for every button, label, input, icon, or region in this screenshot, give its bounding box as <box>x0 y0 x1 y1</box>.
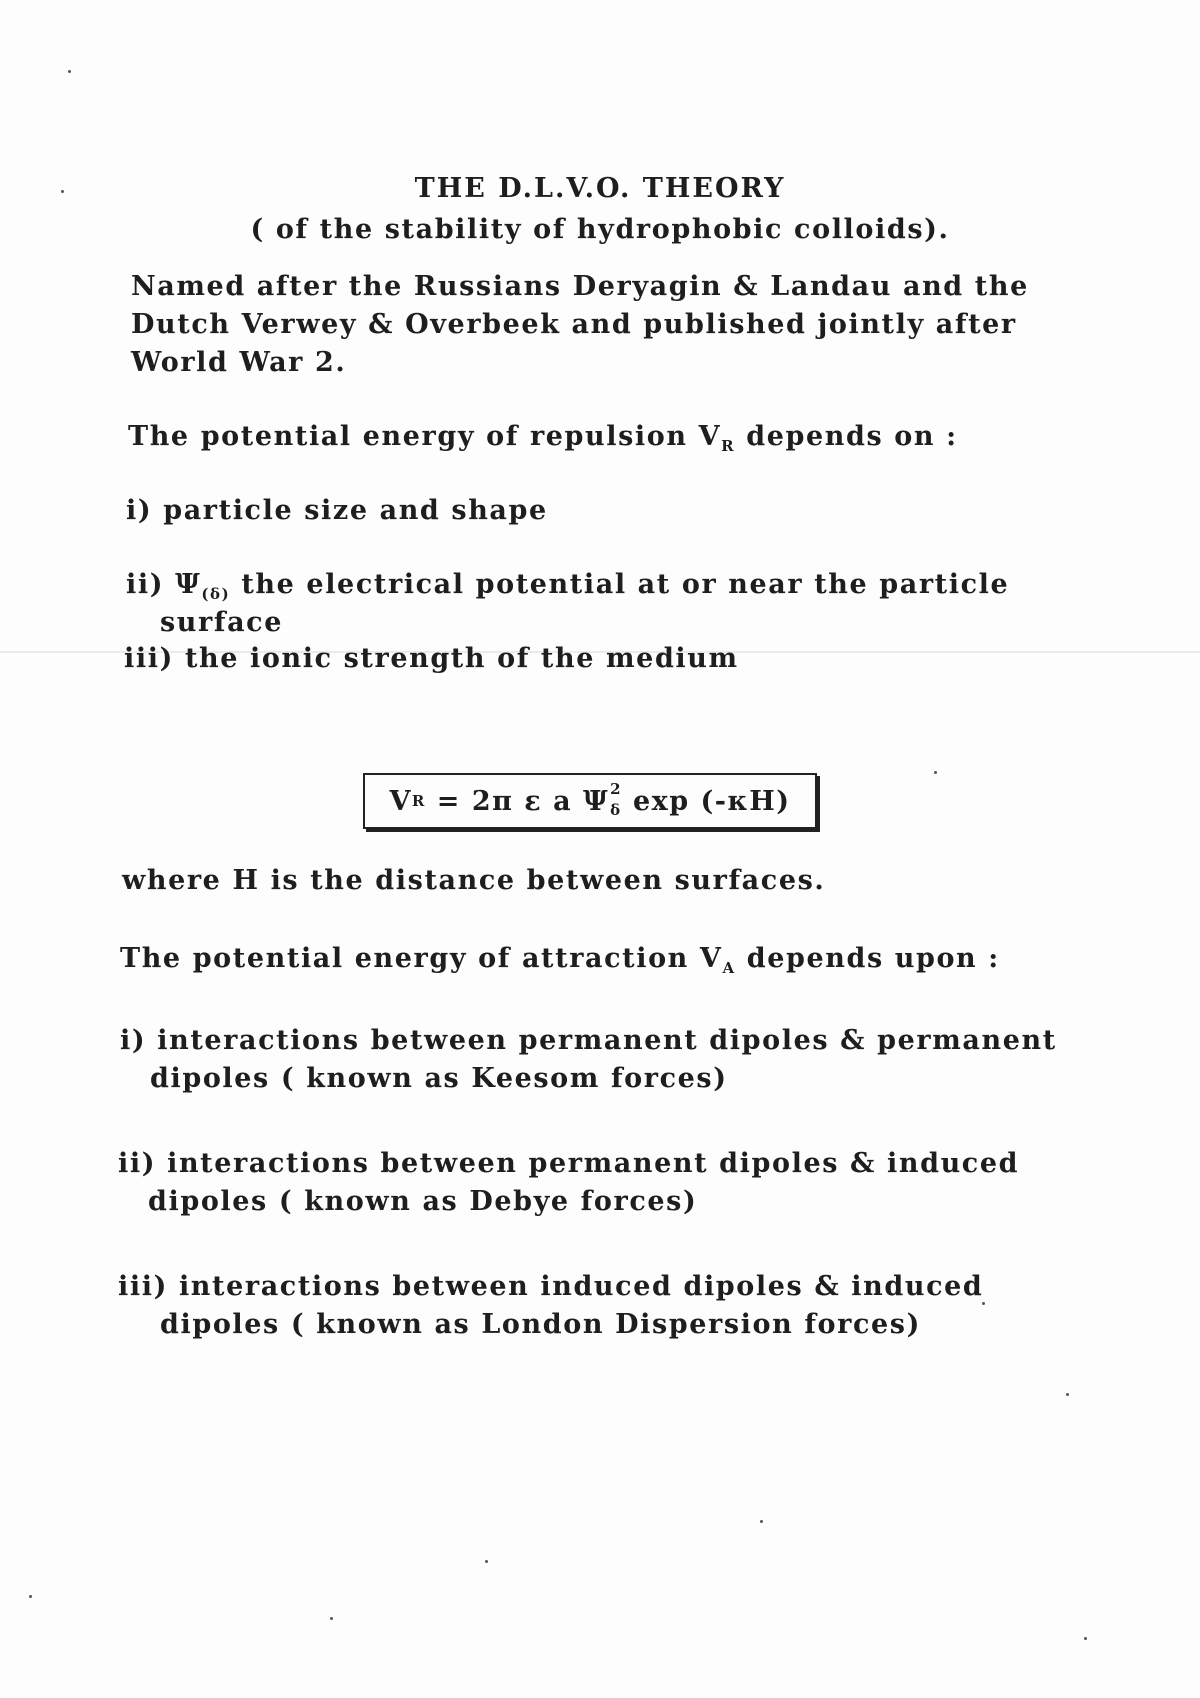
scan-speck <box>982 1302 985 1305</box>
attraction-item-3: iii) interactions between induced dipoles & induced dipoles ( known as London Dispersion forces) <box>118 1271 984 1340</box>
intro-line: World War 2. <box>131 347 347 378</box>
intro-line: Dutch Verwey & Overbeek and published jointly after <box>131 309 1017 340</box>
repulsion-formula: V R = 2π ε a Ψ 2 δ exp (-κH) <box>363 773 817 829</box>
attraction-item-1: i) interactions between permanent dipoles & permanent dipoles ( known as Keesom forces) <box>120 1025 1057 1094</box>
intro-paragraph <box>131 268 1029 382</box>
scan-speck <box>1066 1393 1069 1396</box>
intro-line: Named after the Russians Deryagin & Landau and the <box>131 271 1029 302</box>
scan-speck <box>760 1520 763 1523</box>
document-title: THE D.L.V.O. THEORY <box>414 173 786 204</box>
scan-speck <box>29 1595 32 1598</box>
where-line: where H is the distance between surfaces. <box>122 865 826 896</box>
attraction-heading: The potential energy of attraction $V_A$ depends upon : <box>120 943 1000 977</box>
scan-speck <box>485 1560 488 1563</box>
repulsion-heading: The potential energy of repulsion $V_R$ depends on : <box>128 421 958 455</box>
scan-speck <box>934 771 937 774</box>
subscript-a: A <box>722 959 736 977</box>
repulsion-item-1: i) particle size and shape <box>126 495 548 526</box>
scan-speck <box>330 1617 333 1620</box>
scan-speck <box>1084 1637 1087 1640</box>
repulsion-item-2: ii) $\Psi_{(\delta)}$ the electrical potential at or near the particle surface <box>126 569 1010 638</box>
scan-speck <box>68 70 71 73</box>
repulsion-item-3: iii) the ionic strength of the medium <box>124 643 739 674</box>
subscript-delta: (δ) <box>201 585 231 603</box>
scan-speck <box>61 190 64 193</box>
attraction-item-2: ii) interactions between permanent dipoles & induced dipoles ( known as Debye forces) <box>118 1148 1020 1217</box>
document-subtitle: ( of the stability of hydrophobic colloids). <box>250 214 950 245</box>
subscript-r: R <box>721 437 736 455</box>
